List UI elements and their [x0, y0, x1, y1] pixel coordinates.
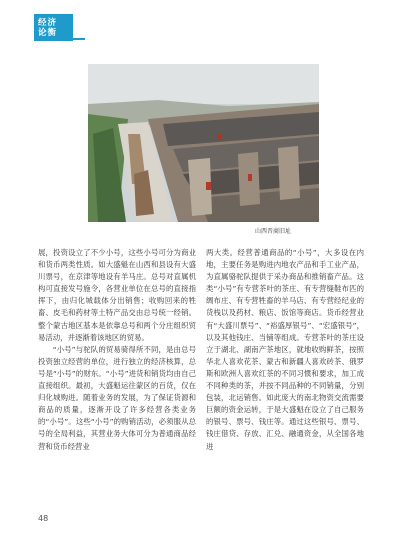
section-tag-line1: 经济 [38, 17, 58, 28]
section-tag-line2: 论衡 [38, 27, 58, 38]
right-column [206, 247, 364, 453]
courtyard-photo [88, 64, 319, 222]
section-tag-rule [73, 38, 85, 40]
section-tag [34, 14, 73, 41]
left-paragraph-2: “小号”与驼队的贸易骑得所不同，是由总号投资独立经营的单位，进行独立的经济核算，总号是“小号”的财东。“小号”进货和销货均由自己直接组织。最初，大盛魁运往蒙区的百货，仅在归化城购进。随着业务的发展，为了保证货源和商品的质量，逐渐开设了许多经营各类业务的“小号”。这些“小号”的购销活动，必须服从总号的全局利益，其营业务大体可分为普通商品经营和货币经营业 [38, 344, 196, 451]
page-number: 48 [38, 514, 49, 523]
right-paragraph-1: 两大类。经营普通商品的“小号”，大多设在内地，主要任务是购进内地农产品和手工业产品，为直属骆驼队提供于采办商品和推销畜产品。这类“小号”有专营茶叶的茶庄、有专营缝鞋布匹的绸布庄、有专营牲畜的羊马店、有专营经纪业的货栈以及药材、粮店、饭馆等商店。货币经营业有“大盛川票号”、“裕盛厚银号”、“宏盛银号”，以及其他钱庄、当铺等组成。专营茶叶的茶庄设立于湖北、湖南产茶地区，就地收购鲜茶，按照华北人喜欢花茶、蒙古和新疆人喜欢砖茶、俄罗斯和欧洲人喜欢红茶的不同习惯和要求，加工成不同种类的茶，并按不同品种的不同销量，分别包装，北运销售。如此庞大的南北物资交流需要巨额的资金运转，于是大盛魁在设立了自己服务的银号、票号、钱庄等。通过这些银号、票号、钱庄借贷、存放、汇兑、融通资金，从全国各地进 [206, 248, 364, 451]
left-paragraph-1: 展，投资设立了不少小号，这些小号可分为商业和货币两类性质。如大盛魁在山西和县设有大盛川票号，在京津等地设有羊马庄。总号对直属机构可直接发号施令，各营业单位在总号的直接指挥下，由归化城载体分出销售；收购回来的牲畜、皮毛和药材等土特产品交由总号统一经销。整个蒙古地区基本是依靠总号和两个分庄组织贸易活动，并逐渐着该地区的贸易。 [38, 248, 196, 342]
left-column [38, 247, 196, 453]
figure-caption: 山西晋商旧址 [255, 228, 292, 235]
